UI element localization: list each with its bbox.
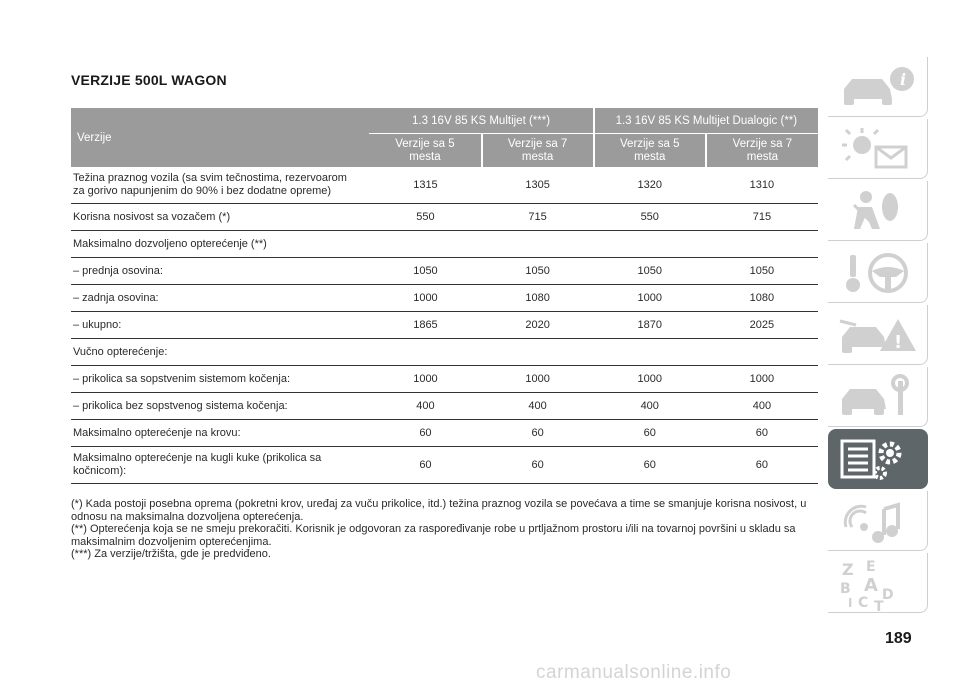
cell-value: 550 <box>369 204 481 231</box>
tab-index[interactable] <box>828 553 928 613</box>
table-row <box>71 167 818 204</box>
cell-value: 1050 <box>482 258 594 285</box>
table-row <box>71 285 818 312</box>
row-label: – zadnja osovina: <box>71 285 369 312</box>
cell-value: 1000 <box>594 285 706 312</box>
media-music-icon <box>836 497 920 545</box>
cell-value: 1310 <box>706 167 818 204</box>
row-label: – prednja osovina: <box>71 258 369 285</box>
row-label: – prikolica bez sopstvenog sistema kočenja: <box>71 393 369 420</box>
cell-value: 400 <box>594 393 706 420</box>
tab-emergency[interactable] <box>828 305 928 365</box>
cell-value: 60 <box>706 420 818 447</box>
cell-value: 1000 <box>369 285 481 312</box>
cell-value: 1315 <box>369 167 481 204</box>
index-letter: A <box>864 575 878 596</box>
index-letter: B <box>840 581 851 597</box>
tab-starting-driving[interactable] <box>828 243 928 303</box>
index-letter: E <box>866 559 876 575</box>
cell-value <box>369 339 481 366</box>
table-row <box>71 204 818 231</box>
cell-value <box>369 231 481 258</box>
cell-value: 1000 <box>482 366 594 393</box>
cell-value: 1870 <box>594 312 706 339</box>
table-row <box>71 393 818 420</box>
tab-car-info[interactable] <box>828 57 928 117</box>
footnote: (***) Za verzije/tržišta, gde je predviđeno. <box>71 548 271 560</box>
cell-value: 60 <box>482 420 594 447</box>
cell-value: 60 <box>482 447 594 484</box>
cell-value: 60 <box>594 447 706 484</box>
subheader: Verzije sa 7 mesta <box>482 134 594 168</box>
cell-value: 1050 <box>706 258 818 285</box>
table-row <box>71 420 818 447</box>
cell-value: 1080 <box>706 285 818 312</box>
watermark: carmanualsonline.info <box>536 662 732 683</box>
cell-value: 1305 <box>482 167 594 204</box>
footnote: (**) Opterećenja koja se ne smeju prekoračiti. Korisnik je odgovoran za raspoređivanje robe u prtljažnom prostoru i/ili na tovarnoj površini u skladu sa maksimalnim dozvoljenim opterećenjima. <box>71 523 796 548</box>
car-info-icon <box>836 63 920 111</box>
table-row <box>71 366 818 393</box>
table-row <box>71 312 818 339</box>
cell-value: 400 <box>706 393 818 420</box>
row-label: Težina praznog vozila (sa svim tečnostima, rezervoarom za gorivo napunjenim do 90% i bez dodatne opreme) <box>71 167 369 204</box>
cell-value: 715 <box>482 204 594 231</box>
subheader: Verzije sa 5 mesta <box>594 134 706 168</box>
tab-lights-messages[interactable] <box>828 119 928 179</box>
cell-value <box>706 231 818 258</box>
index-letter: I <box>848 596 853 610</box>
tab-multimedia[interactable] <box>828 491 928 551</box>
svg-text:!: ! <box>894 332 903 353</box>
row-label: – ukupno: <box>71 312 369 339</box>
row-label: Korisna nosivost sa vozačem (*) <box>71 204 369 231</box>
svg-text:i: i <box>900 70 907 89</box>
weights-table <box>71 108 818 484</box>
cell-value: 60 <box>369 447 481 484</box>
cell-value: 715 <box>706 204 818 231</box>
table-row <box>71 447 818 484</box>
cell-value: 1000 <box>369 366 481 393</box>
cell-value: 1050 <box>594 258 706 285</box>
cell-value <box>706 339 818 366</box>
cell-value: 60 <box>594 420 706 447</box>
cell-value: 1000 <box>594 366 706 393</box>
index-letter: D <box>882 587 894 603</box>
cell-value: 400 <box>369 393 481 420</box>
cell-value: 1320 <box>594 167 706 204</box>
row-label: Maksimalno dozvoljeno opterećenje (**) <box>71 231 369 258</box>
tab-technical-data[interactable] <box>828 429 928 489</box>
index-letter: T <box>874 599 884 611</box>
data-gear-icon <box>836 435 920 483</box>
page-number: 189 <box>885 630 912 647</box>
cell-value: 1865 <box>369 312 481 339</box>
row-header: Verzije <box>71 108 369 167</box>
row-label: Maksimalno opterećenje na kugli kuke (prikolica sa kočnicom): <box>71 447 369 484</box>
footnote: (*) Kada postoji posebna oprema (pokretni krov, uređaj za vuču prikolice, itd.) težina praznog vozila se povećava a time se smanjuje korisna nosivost, u odnosu na maksimalna dozvoljena opterećenja. <box>71 498 807 523</box>
cell-value <box>482 231 594 258</box>
cell-value: 550 <box>594 204 706 231</box>
row-label: Maksimalno opterećenje na krovu: <box>71 420 369 447</box>
index-letter: Z <box>842 560 854 579</box>
subheader: Verzije sa 7 mesta <box>706 134 818 168</box>
cell-value <box>594 339 706 366</box>
cell-value: 60 <box>369 420 481 447</box>
specs-table-container <box>71 108 818 484</box>
tab-maintenance[interactable] <box>828 367 928 427</box>
cell-value: 1050 <box>369 258 481 285</box>
row-label: Vučno opterećenje: <box>71 339 369 366</box>
key-steering-wheel-icon <box>836 249 920 297</box>
cell-value <box>482 339 594 366</box>
car-wrench-icon <box>836 373 920 421</box>
table-row <box>71 258 818 285</box>
page-title: VERZIJE 500L WAGON <box>71 72 227 88</box>
airbag-person-icon <box>836 187 920 235</box>
group-header-multijet: 1.3 16V 85 KS Multijet (***) <box>369 108 593 134</box>
table-row <box>71 231 818 258</box>
lights-message-icon <box>836 125 920 173</box>
tab-safety[interactable] <box>828 181 928 241</box>
cell-value: 1080 <box>482 285 594 312</box>
group-header-dualogic: 1.3 16V 85 KS Multijet Dualogic (**) <box>594 108 818 134</box>
cell-value: 60 <box>706 447 818 484</box>
subheader: Verzije sa 5 mesta <box>369 134 481 168</box>
alphabet-index-icon <box>836 559 920 611</box>
footnotes <box>71 498 821 561</box>
cell-value: 2025 <box>706 312 818 339</box>
row-label: – prikolica sa sopstvenim sistemom kočenja: <box>71 366 369 393</box>
cell-value: 2020 <box>482 312 594 339</box>
car-warning-icon <box>836 311 920 359</box>
cell-value: 1000 <box>706 366 818 393</box>
cell-value: 400 <box>482 393 594 420</box>
cell-value <box>594 231 706 258</box>
index-letter: C <box>858 595 869 611</box>
table-row <box>71 339 818 366</box>
